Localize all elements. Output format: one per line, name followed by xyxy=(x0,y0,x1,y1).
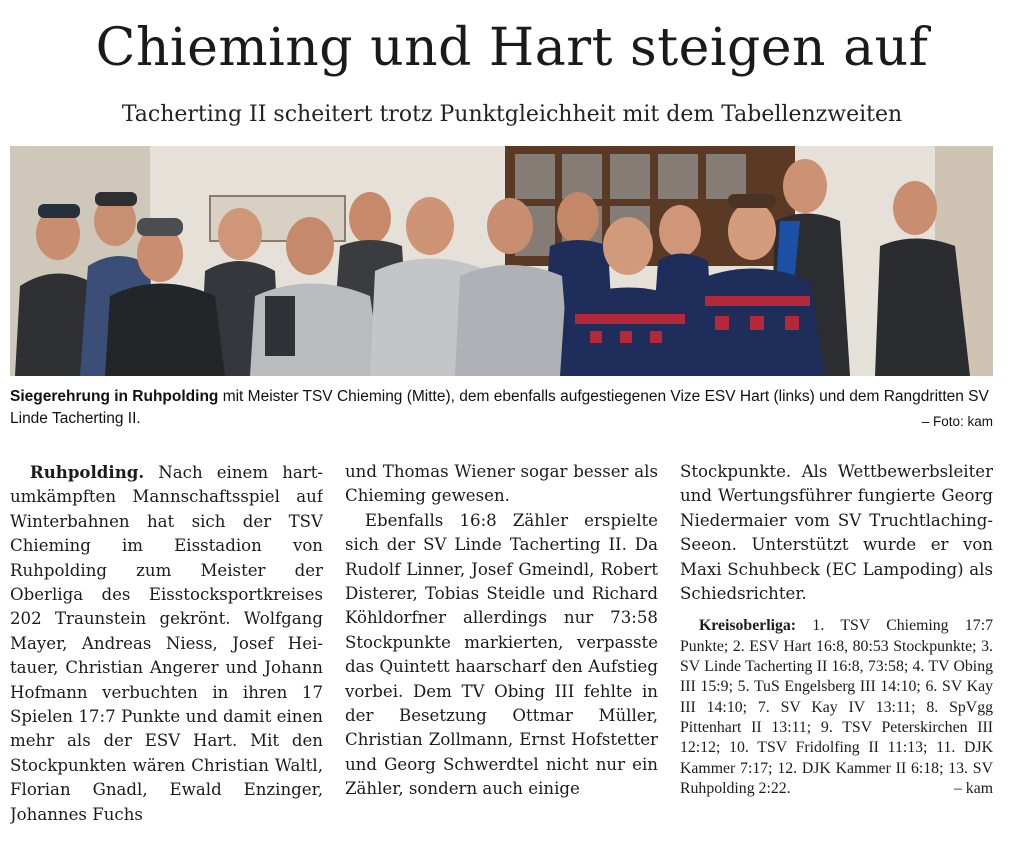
column-2 xyxy=(345,460,658,850)
column-1 xyxy=(10,460,323,850)
photo-credit: – Foto: kam xyxy=(921,414,993,429)
team-photo xyxy=(10,146,993,376)
column-1-text: Nach einem hartumkämpften Mannschaftsspiel auf Winterbahnen hat sich der TSV Chieming im Eisstadion von Ruhpolding zum Meister der Oberliga des Eisstocksportkreises 202 Traunstein gekrönt. Wolfgang Mayer, Andreas Niess, Josef Heitauer, Christian Angerer und Johann Hofmann verbuchten in ihren 17 Spielen 17:7 Punkte und damit einen mehr als der ESV Hart. Mit den Stockpunkten wären Christian Waltl, Florian Gnadl, Ewald Enzinger, Johannes Fuchs xyxy=(10,463,323,824)
league-table-lead: Kreisoberliga: xyxy=(698,617,797,635)
caption-lead: Siegerehrung in Ruhpolding xyxy=(10,388,219,405)
headline: Chieming und Hart steigen auf xyxy=(95,18,929,78)
photo-caption xyxy=(10,386,993,430)
league-table-text: 1. TSV Chieming 17:7 Punkte; 2. ESV Hart 16:8, 80:53 Stockpunkte; 3. SV Linde Tacherting II 16:8, 73:58; 4. TV Obing III 15:9; 5. TuS Engelsberg III 14:10; 6. SV Kay III 14:10; 7. SV Kay IV 13:11; 8. SpVgg Pittenhart II 13:11; 9. TSV Peterskirchen III 12:12; 10. TSV Fridolfing II 11:13; 11. DJK Kammer 7:17; 12. DJK Kammer II 6:18; 13. SV Ruhpolding 2:22. xyxy=(680,617,993,797)
column-2-paragraph-2: Ebenfalls 16:8 Zähler erspielte sich der SV Linde Tacherting II. Da Rudolf Linner, Josef Gmeindl, Robert Disterer, Tobias Steidle und Richard Köhldorfner allerdings nur 73:58 Stockpunkte markierten, verpasste das Quintett haarscharf den Aufstieg vorbei. Dem TV Obing III fehlte in der Besetzung Ottmar Müller, Christian Zollmann, Ernst Hofstetter und Georg Schwerdtel nicht nur ein Zähler, sondern auch einige xyxy=(345,510,658,799)
subheadline: Tacherting II scheitert trotz Punktgleichheit mit dem Tabellenzweiten xyxy=(121,102,903,127)
caption-text: mit Meister TSV Chieming (Mitte), dem ebenfalls aufgestiegenen Vize ESV Hart (links) und dem Rangdritten SV Linde Tacherting II. xyxy=(10,388,989,427)
dateline: Ruhpolding. xyxy=(29,462,145,482)
column-3-paragraph-1: Stockpunkte. Als Wettbewerbsleiter und Wertungsführer fungierte Georg Niedermaier vom SV Truchtlaching-Seeon. Unterstützt wurde er von Maxi Schuhbeck (EC Lampoding) als Schiedsrichter. xyxy=(680,462,993,604)
league-table xyxy=(680,616,993,799)
author-sign: – kam xyxy=(953,779,993,797)
team-photo-illustration xyxy=(10,146,993,376)
column-2-paragraph-1: und Thomas Wiener sogar besser als Chieming gewesen. xyxy=(345,462,658,506)
column-3 xyxy=(680,460,993,850)
